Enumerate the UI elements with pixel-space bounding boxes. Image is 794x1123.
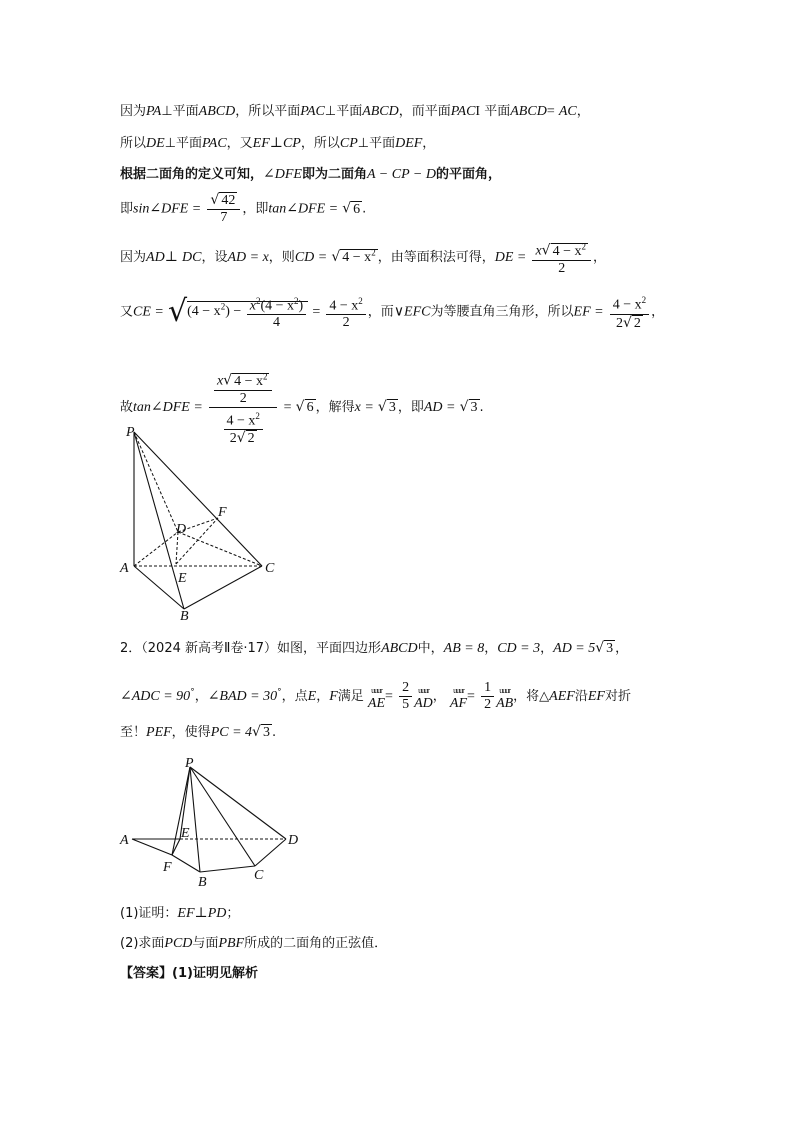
- math: ∠ADC = 90: [120, 689, 191, 704]
- math: PCD: [164, 936, 193, 951]
- edge-PD: [190, 767, 286, 839]
- math: F: [329, 689, 338, 704]
- text: 所以: [120, 136, 147, 151]
- text: 满足: [337, 689, 364, 704]
- sqrt-icon: √: [541, 242, 551, 259]
- text: ，点: [281, 689, 308, 704]
- text: ，所以平面: [235, 104, 301, 119]
- math: 2: [229, 431, 237, 447]
- text: ，所以: [300, 136, 340, 151]
- problem-line-2: [120, 680, 631, 713]
- math: (4 − x: [260, 298, 295, 314]
- text: 至！: [120, 725, 147, 740]
- question-1: [120, 905, 239, 923]
- text: ；: [226, 906, 240, 921]
- math: CE =: [133, 304, 164, 320]
- math: 2: [558, 260, 566, 276]
- math: ABCD: [362, 104, 399, 119]
- sqrt-icon: √: [595, 640, 605, 656]
- text: ，即: [397, 400, 424, 416]
- fraction: [481, 680, 494, 713]
- math: DC: [182, 249, 202, 265]
- edge-BC: [200, 866, 255, 872]
- exponent: 2: [371, 247, 376, 258]
- math: =: [385, 689, 393, 704]
- text: (1)证明：: [120, 906, 178, 921]
- vector-AD: [414, 687, 433, 713]
- math: ): [298, 298, 304, 314]
- math: 2: [399, 680, 412, 697]
- label-B: B: [180, 609, 189, 624]
- math: DEF: [395, 136, 423, 151]
- vector-AB: [496, 687, 513, 713]
- text: 即: [120, 201, 134, 217]
- sqrt-icon: √: [295, 399, 305, 416]
- math: E: [307, 689, 317, 704]
- problem-line-1: [120, 639, 628, 658]
- math: EF: [252, 136, 270, 151]
- sqrt-icon: √: [210, 192, 220, 208]
- edge-AD: [134, 532, 178, 566]
- exponent: 2: [262, 371, 268, 381]
- math: AD: [414, 696, 433, 711]
- text: ，即: [242, 201, 269, 217]
- math: A − CP − D: [366, 167, 436, 182]
- math: AF: [449, 696, 468, 711]
- fraction: [532, 238, 591, 277]
- sqrt-icon: √: [622, 314, 632, 331]
- math: x: [535, 243, 542, 259]
- math: ABCD: [510, 104, 547, 119]
- math: =: [283, 400, 292, 416]
- text: ，解得: [315, 400, 355, 416]
- math: sin∠DFE =: [133, 201, 202, 217]
- label-E: E: [181, 826, 190, 841]
- math: EF =: [573, 304, 604, 320]
- edge-PC: [190, 767, 255, 866]
- exponent: 2: [220, 301, 226, 312]
- label-F: F: [163, 860, 172, 875]
- math: =: [467, 689, 475, 704]
- question-2: [120, 935, 387, 953]
- text: ⊥平面: [161, 104, 199, 119]
- math: CD = 3: [497, 641, 541, 656]
- folded-figure-2: [110, 755, 310, 890]
- answer-text: (1)证明见解析: [172, 966, 258, 981]
- math: 7: [220, 210, 228, 225]
- degree: °: [277, 687, 282, 698]
- math: tan∠DFE =: [268, 201, 339, 217]
- edge-AF: [132, 839, 172, 855]
- math: x =: [354, 400, 374, 416]
- math: EF: [587, 689, 605, 704]
- text: 与面: [192, 936, 219, 951]
- solution-line-4: [120, 192, 366, 226]
- fraction: [207, 192, 240, 226]
- text: 平面: [484, 104, 511, 119]
- text: ，则: [268, 249, 295, 265]
- math: PA: [146, 104, 162, 119]
- math: ⊥: [164, 249, 178, 265]
- math: CD =: [294, 249, 328, 265]
- edge-FB: [172, 855, 200, 872]
- radicand: [187, 295, 308, 331]
- math: 4: [272, 315, 280, 331]
- edge-PD: [134, 432, 178, 532]
- text: 根据二面角的定义可知，: [120, 167, 264, 182]
- solution-line-5: [120, 238, 606, 277]
- math: 6: [353, 201, 361, 217]
- solution-line-1: [120, 103, 590, 121]
- math: ABCD: [381, 641, 418, 656]
- math: ) −: [225, 304, 242, 320]
- text: .: [362, 201, 367, 217]
- answer-label: 【答案】: [120, 966, 173, 981]
- math: 4 − x: [234, 373, 263, 389]
- math: AC: [558, 104, 577, 119]
- math: ⊥: [194, 906, 208, 921]
- text: ⊥平面: [324, 104, 363, 119]
- text: ，而平面: [398, 104, 451, 119]
- math: 3: [470, 400, 478, 416]
- text: ，: [316, 689, 330, 704]
- text: ，: [615, 641, 629, 656]
- label-D: D: [288, 833, 299, 848]
- math: x: [249, 298, 256, 314]
- text: ，由等面积法可得，: [377, 249, 495, 265]
- solution-line-6: [120, 292, 664, 332]
- text: .: [479, 400, 484, 416]
- math: 2: [239, 390, 247, 406]
- math: ∨EFC: [393, 304, 431, 320]
- math: AD = 5: [553, 641, 596, 656]
- text: 为等腰直角三角形，所以: [430, 304, 574, 320]
- vector-AF: [450, 687, 467, 713]
- math: 42: [221, 193, 236, 208]
- math: 4 − x: [329, 298, 359, 314]
- text: ，: [432, 689, 446, 704]
- math: =: [546, 104, 555, 119]
- math: ∠BAD = 30: [207, 689, 278, 704]
- text: ，: [422, 136, 436, 151]
- text: 又: [120, 304, 134, 320]
- sqrt-icon: √: [331, 248, 341, 265]
- text: 沿: [574, 689, 588, 704]
- solution-line-2: [120, 135, 435, 153]
- label-C: C: [265, 561, 275, 576]
- label-E: E: [178, 571, 187, 586]
- sqrt-icon: √: [459, 399, 469, 416]
- text: ，: [593, 249, 607, 265]
- edge-CD: [255, 839, 286, 866]
- math: 3: [262, 725, 270, 740]
- text: ，: [576, 104, 590, 119]
- sqrt-icon: √: [377, 399, 387, 416]
- sqrt-icon: √: [168, 293, 188, 329]
- math: AB = 8: [443, 641, 485, 656]
- fraction: [399, 680, 412, 713]
- exponent: 2: [255, 295, 261, 306]
- fraction: [247, 293, 306, 332]
- sqrt-icon: √: [223, 372, 233, 389]
- math: 2: [247, 431, 255, 447]
- math: PAC: [450, 104, 476, 119]
- label-A: A: [120, 561, 129, 576]
- math: PAC: [202, 136, 227, 151]
- vector-arrow-icon: uuur: [418, 686, 429, 695]
- fraction: [610, 292, 649, 332]
- text: 因为: [120, 249, 147, 265]
- edge-PF: [172, 767, 190, 855]
- text: 的平面角，: [435, 167, 501, 182]
- text: ，: [540, 641, 554, 656]
- edge-DC: [178, 532, 262, 566]
- text: 因为: [120, 104, 147, 119]
- exponent: 2: [255, 410, 260, 421]
- text: 中，: [417, 641, 444, 656]
- math: PD: [207, 906, 227, 921]
- vector-arrow-icon: uuur: [499, 686, 510, 695]
- label-A: A: [120, 833, 129, 848]
- math: CP: [282, 136, 301, 151]
- label-D: D: [176, 522, 187, 537]
- vector-AE: [368, 687, 385, 713]
- label-B: B: [198, 875, 207, 890]
- exponent: 2: [581, 241, 586, 251]
- math: 1: [481, 680, 494, 697]
- fraction: [326, 293, 365, 332]
- tetrahedron-figure-1: [110, 420, 300, 625]
- sqrt-icon: √: [342, 200, 352, 217]
- vector-arrow-icon: uuur: [453, 686, 464, 695]
- exponent: 2: [641, 295, 647, 305]
- edge-AB: [134, 566, 184, 609]
- text: ，将△: [513, 689, 550, 704]
- math: tan∠DFE =: [133, 400, 203, 416]
- math: 3: [606, 641, 614, 656]
- text: ⊥平面: [357, 136, 396, 151]
- math: 4 − x: [552, 243, 582, 259]
- text: (2)求面: [120, 936, 165, 951]
- math: 2: [633, 315, 641, 331]
- math: AD =: [423, 400, 456, 416]
- text: ，使得: [171, 725, 211, 740]
- math: =: [312, 304, 321, 320]
- text: ，: [651, 304, 665, 320]
- math: 2: [342, 315, 350, 331]
- text: ⊥平面: [164, 136, 203, 151]
- text: ，又: [226, 136, 253, 151]
- text: 2．（2024 新高考Ⅱ卷·17）如图，平面四边形: [120, 641, 382, 656]
- math: 4 − x: [226, 413, 256, 429]
- math: I: [475, 104, 481, 119]
- text: ，而: [367, 304, 394, 320]
- math: EF: [177, 906, 195, 921]
- text: 对折: [604, 689, 631, 704]
- math: AD: [146, 249, 165, 265]
- text: 故: [120, 400, 134, 416]
- math: ABCD: [198, 104, 236, 119]
- math: AE: [367, 696, 386, 711]
- math: 5: [402, 697, 410, 712]
- math: AD = x: [227, 249, 269, 265]
- text: 所成的二面角的正弦值．: [244, 936, 388, 951]
- math: 3: [388, 400, 396, 416]
- label-F: F: [218, 505, 227, 520]
- math: 2: [615, 315, 623, 331]
- math: (4 − x: [187, 304, 221, 320]
- vector-arrow-icon: uuur: [371, 686, 382, 695]
- sqrt-icon: √: [252, 724, 261, 740]
- math: ⊥: [269, 136, 283, 151]
- math: PC = 4: [210, 725, 253, 740]
- label-P: P: [185, 756, 194, 771]
- solution-line-3: [120, 166, 501, 184]
- math: 6: [306, 400, 314, 416]
- math: CP: [339, 136, 358, 151]
- math: 4 − x: [342, 249, 372, 265]
- edge-BC: [184, 566, 262, 609]
- math: PBF: [218, 936, 245, 951]
- sqrt-icon: √: [236, 430, 246, 447]
- problem-line-3: [120, 723, 276, 742]
- math: AB: [496, 696, 514, 711]
- text: ，设: [201, 249, 228, 265]
- math: PAC: [300, 104, 325, 119]
- answer-line: [120, 965, 258, 983]
- fraction: [214, 368, 273, 407]
- math: PEF: [146, 725, 172, 740]
- text: 即为二面角: [301, 167, 367, 182]
- exponent: 2: [294, 295, 299, 306]
- label-P: P: [126, 425, 135, 440]
- text: ，: [194, 689, 208, 704]
- text: .: [271, 725, 277, 740]
- math: ∠DFE: [263, 167, 302, 182]
- math: 4 − x: [612, 297, 642, 313]
- math: DE =: [494, 249, 527, 265]
- text: ，: [484, 641, 498, 656]
- math: 2: [484, 697, 492, 712]
- edge-PB: [190, 767, 200, 872]
- math: DE: [146, 136, 165, 151]
- exponent: 2: [358, 295, 363, 306]
- degree: °: [190, 687, 195, 698]
- math: AEF: [549, 689, 575, 704]
- math: x: [216, 373, 224, 389]
- label-C: C: [254, 868, 264, 883]
